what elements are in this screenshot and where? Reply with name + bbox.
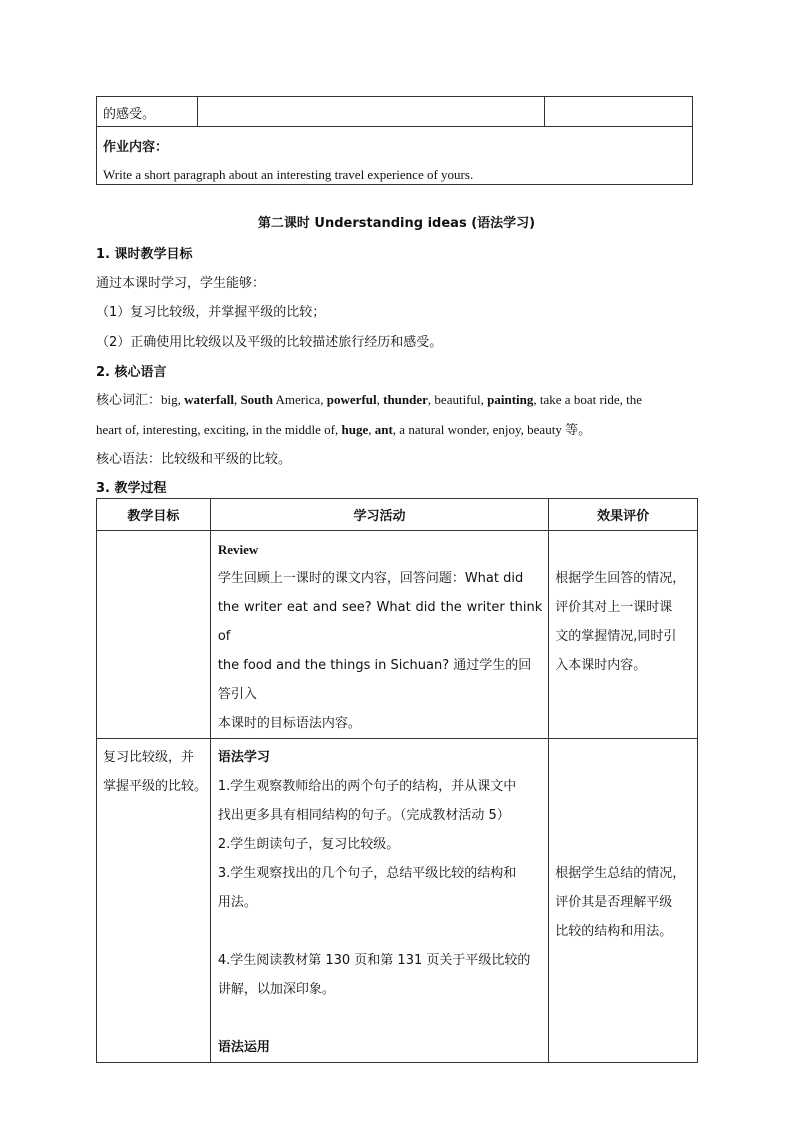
section-heading: 1. 课时教学目标 (96, 247, 193, 262)
eval-cell (549, 739, 698, 1063)
header-goal: 教学目标 (127, 509, 180, 524)
grammar-line: 核心语法：比较级和平级的比较。 (96, 452, 292, 467)
vocab-run: , (233, 392, 241, 407)
goal-cell (97, 739, 211, 1063)
blank-line (218, 917, 542, 946)
vocab-run: heart of, interesting, exciting, in the middle of, (96, 422, 342, 437)
activity-line: the writer eat and see? What did the writer think of (217, 600, 543, 644)
vocab-run: ant (374, 422, 393, 437)
vocab-run: , (376, 392, 384, 407)
activity-line: 用法。 (217, 895, 257, 910)
vocab-run: painting (487, 392, 534, 407)
eval-line: 入本课时内容。 (555, 658, 647, 673)
vocab-run: thunder (383, 392, 428, 407)
activity-title: 语法学习 (217, 750, 270, 765)
eval-line: 评价其对上一课时课 (555, 600, 673, 615)
activity-line: 4.学生阅读教材第 130 页和第 131 页关于平级比较的 (217, 953, 531, 968)
vocab-line (96, 419, 591, 438)
activity-line: 学生回顾上一课时的课文内容，回答问题：What did (217, 571, 524, 586)
top-table-cell (97, 97, 198, 127)
vocab-run: , beautiful, (427, 392, 488, 407)
table-header (210, 499, 548, 531)
homework-cell (97, 127, 693, 185)
vocab-line (96, 389, 642, 408)
activity-title: Review (217, 542, 259, 557)
activity-line: 找出更多具有相同结构的句子。（完成教材活动 5） (217, 808, 510, 823)
eval-line: 文的掌握情况,同时引 (555, 629, 677, 644)
vocab-run: America, (272, 392, 327, 407)
table-row (97, 739, 698, 1063)
homework-label: 作业内容： (103, 140, 169, 155)
eval-line: 比较的结构和用法。 (555, 924, 673, 939)
eval-cell (549, 531, 698, 739)
vocab-run: waterfall (184, 392, 234, 407)
lesson-title: 第二课时 Understanding ideas (语法学习) (257, 216, 536, 231)
goal-line: 掌握平级的比较。 (103, 779, 208, 794)
vocab-run: , take a boat ride, the (533, 392, 643, 407)
top-table-cell (544, 97, 692, 127)
activity-title: 语法运用 (217, 1040, 270, 1055)
goal-cell (97, 531, 211, 739)
list-item: （1）复习比较级，并掌握平级的比较； (96, 305, 326, 320)
vocab-run: , (368, 422, 375, 437)
top-table (96, 96, 693, 185)
vocab-run: 核心词汇： (96, 392, 162, 407)
activity-cell (210, 739, 548, 1063)
activity-cell (210, 531, 548, 739)
section-heading: 3. 教学过程 (96, 481, 167, 496)
activity-line: 3.学生观察找出的几个句子，总结平级比较的结构和 (217, 866, 517, 881)
table-row (97, 531, 698, 739)
activity-line: the food and the things in Sichuan? 通过学生的回答引入 (217, 658, 532, 702)
homework-text: Write a short paragraph about an interesting travel experience of yours. (103, 167, 474, 182)
activity-line: 2.学生朗读句子，复习比较级。 (217, 837, 400, 852)
vocab-run: big, (161, 392, 185, 407)
activity-line: 讲解，以加深印象。 (217, 982, 335, 997)
vocab-run: , a natural wonder, enjoy, beauty 等。 (392, 422, 592, 437)
table-header (97, 499, 211, 531)
eval-line: 根据学生回答的情况， (555, 571, 686, 586)
section-heading: 2. 核心语言 (96, 365, 167, 380)
table-header (549, 499, 698, 531)
process-table (96, 498, 698, 1063)
blank-line (218, 1004, 542, 1033)
top-table-cell (197, 97, 544, 127)
eval-line: 根据学生总结的情况， (555, 866, 686, 881)
list-item: （2）正确使用比较级以及平级的比较描述旅行经历和感受。 (96, 335, 443, 350)
vocab-run: huge (341, 422, 369, 437)
goal-line: 复习比较级，并 (103, 750, 195, 765)
vocab-run: powerful (326, 392, 377, 407)
activity-line: 1.学生观察教师给出的两个句子的结构，并从课文中 (217, 779, 517, 794)
paragraph: 通过本课时学习，学生能够： (96, 276, 266, 291)
vocab-run: South (240, 392, 273, 407)
eval-line: 评价其是否理解平级 (555, 895, 673, 910)
top-table-text: 的感受。 (103, 107, 156, 122)
header-eval: 效果评价 (597, 509, 650, 524)
activity-line: 本课时的目标语法内容。 (217, 716, 361, 731)
header-activity: 学习活动 (353, 509, 406, 524)
